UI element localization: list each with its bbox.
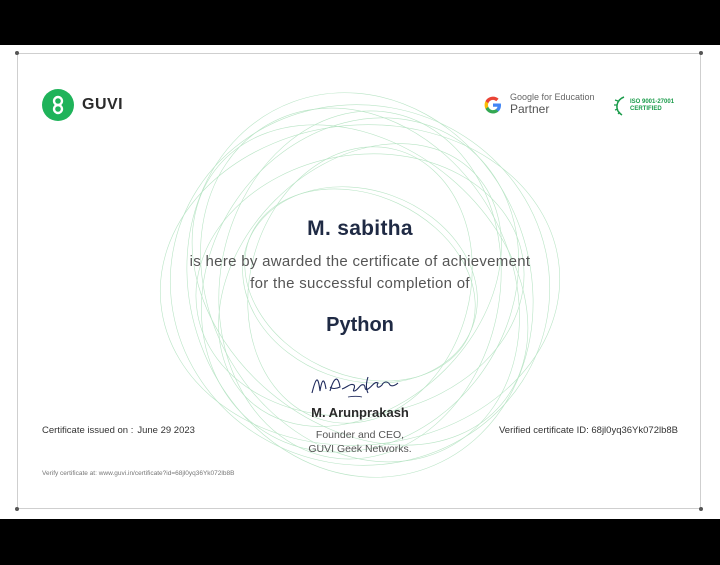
guvi-logo-icon (42, 89, 74, 121)
iso-line-2: CERTIFIED (630, 106, 662, 112)
corner-dot (699, 51, 703, 55)
signature-image (308, 367, 412, 401)
verify-url[interactable]: www.guvi.in/certificate?id=68jl0yq36Yk072lb8B (98, 470, 235, 477)
issued-date (42, 425, 195, 436)
course-name: Python (326, 314, 394, 336)
signatory-role-line-1: Founder and CEO, (315, 429, 405, 441)
guvi-logo (42, 89, 123, 121)
partner-line-2: Partner (510, 101, 550, 116)
verify-label: Verify certificate at: (42, 470, 97, 477)
google-g-icon (482, 94, 504, 116)
issued-date-value: June 29 2023 (137, 425, 195, 436)
laurel-icon (612, 95, 628, 117)
verified-id-value: 68jl0yq36Yk072lb8B (591, 425, 678, 436)
certificate-page (0, 45, 720, 519)
verified-label: Verified certificate ID: (498, 425, 589, 436)
verified-certificate-id (499, 425, 678, 436)
guvi-logo-text: GUVI (82, 96, 124, 113)
signatory-role-line-2: GUVI Geek Networks. (308, 443, 412, 455)
issued-label: Certificate issued on : (42, 425, 134, 436)
partner-line-1: Google for Education (510, 92, 595, 102)
google-education-partner-badge (482, 93, 595, 116)
corner-dot (15, 507, 19, 511)
iso-certified-badge (612, 95, 674, 117)
verify-url-line (42, 470, 234, 477)
award-text-line-2: for the successful completion of (250, 275, 470, 292)
iso-line-1: ISO 9001-27001 (630, 99, 675, 106)
corner-dot (15, 51, 19, 55)
corner-dot (699, 507, 703, 511)
recipient-name: M. sabitha (307, 217, 413, 240)
award-text-line-1: is here by awarded the certificate of achievement (189, 253, 531, 270)
signatory-name: M. Arunprakash (311, 405, 409, 420)
